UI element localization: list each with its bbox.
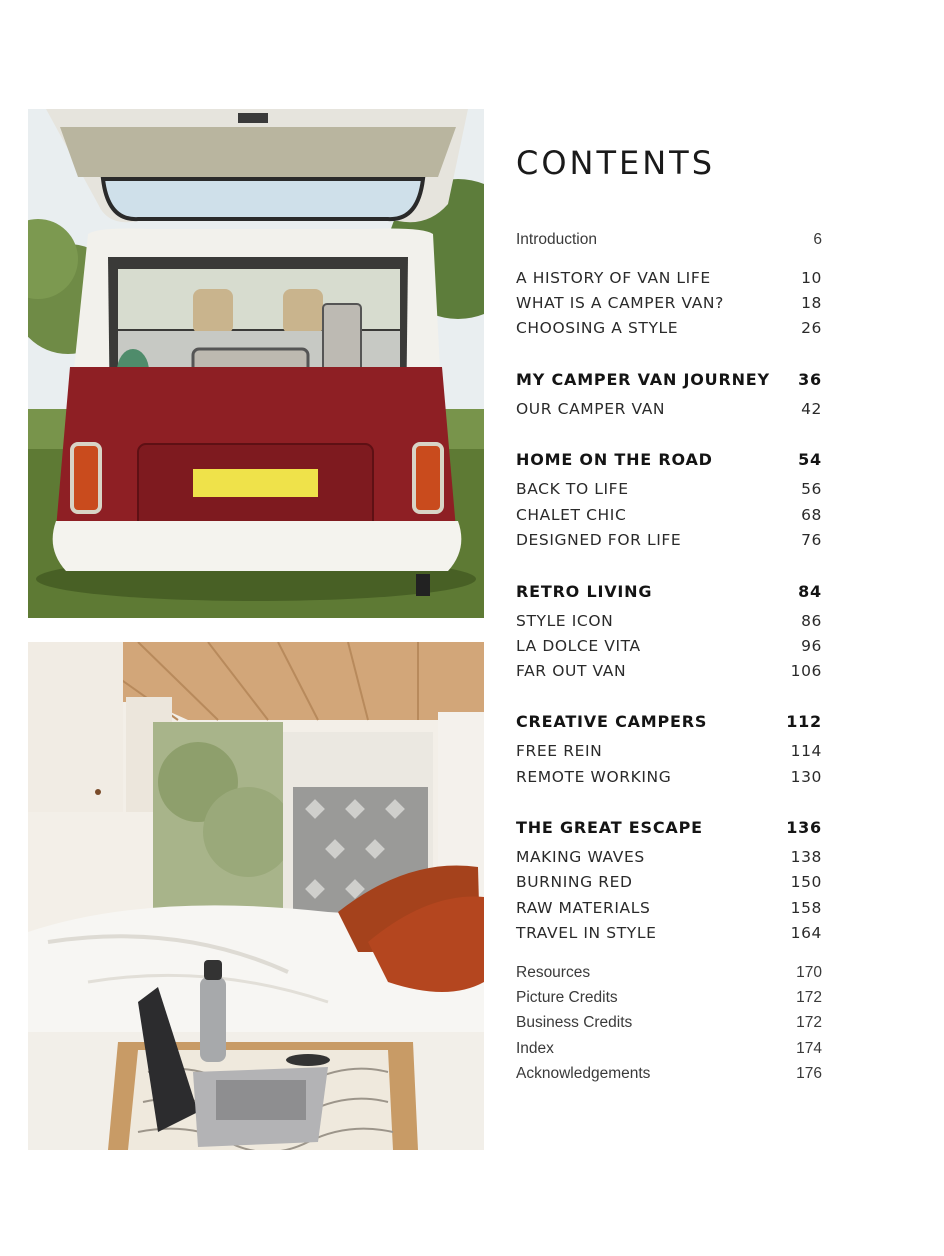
toc-entry-label: Picture Credits [516,989,618,1006]
toc-entry [516,610,822,632]
toc-entry-page: 54 [798,449,822,469]
toc-entry-label: THE GREAT ESCAPE [516,817,703,837]
contents-title: CONTENTS [516,144,716,182]
toc-section-heading [516,816,822,838]
camper-van-interior-photo [28,642,484,1150]
toc-entry-label: Introduction [516,231,597,248]
toc-entry-label: CHOOSING A STYLE [516,319,679,337]
toc-entry-page: 170 [796,964,822,981]
toc-entry-label: BURNING RED [516,873,633,891]
toc-entry-page: 106 [790,662,822,680]
toc-entry-page: 176 [796,1065,822,1082]
toc-entry-page: 172 [796,989,822,1006]
toc-entry-page: 36 [798,369,822,389]
toc-entry-label: Resources [516,964,591,981]
toc-entry-page: 26 [801,319,822,337]
toc-entry-label: A HISTORY OF VAN LIFE [516,269,711,287]
toc-entry [516,478,822,500]
toc-entry-page: 10 [801,269,822,287]
toc-entry-label: MAKING WAVES [516,848,645,866]
toc-entry [516,635,822,657]
toc-entry [516,1063,822,1085]
toc-entry-label: STYLE ICON [516,612,614,630]
van-rear-illustration [28,109,484,618]
toc-entry-page: 130 [790,768,822,786]
camper-van-exterior-photo [28,109,484,618]
toc-entry-page: 136 [786,817,822,837]
toc-entry-label: CHALET CHIC [516,506,627,524]
toc-entry [516,504,822,526]
toc-entry [516,267,822,289]
toc-entry [516,987,822,1009]
toc-entry-page: 96 [801,637,822,655]
toc-entry-page: 86 [801,612,822,630]
toc-entry-page: 174 [796,1040,822,1057]
toc-entry-label: BACK TO LIFE [516,480,629,498]
toc-entry-page: 164 [790,924,822,942]
toc-entry-page: 150 [790,873,822,891]
toc-entry-label: TRAVEL IN STYLE [516,924,657,942]
toc-section-heading [516,710,822,732]
toc-entry-label: OUR CAMPER VAN [516,400,666,418]
toc-entry-page: 42 [801,400,822,418]
toc-entry [516,229,822,251]
toc-entry-label: RAW MATERIALS [516,899,651,917]
toc-entry-label: DESIGNED FOR LIFE [516,531,682,549]
toc-entry-label: WHAT IS A CAMPER VAN? [516,294,724,312]
toc-entry-label: Business Credits [516,1014,633,1031]
toc-entry [516,740,822,762]
toc-entry-page: 56 [801,480,822,498]
toc-section-heading [516,368,822,390]
toc-entry-page: 172 [796,1014,822,1031]
toc-entry [516,846,822,868]
toc-entry-page: 76 [801,531,822,549]
toc-entry-label: CREATIVE CAMPERS [516,711,708,731]
toc-entry [516,317,822,339]
toc-entry-page: 158 [790,899,822,917]
toc-entry-label: Acknowledgements [516,1065,651,1082]
toc-entry [516,897,822,919]
toc-entry [516,292,822,314]
toc-entry-label: FAR OUT VAN [516,662,627,680]
toc-entry-label: MY CAMPER VAN JOURNEY [516,369,770,389]
toc-entry [516,529,822,551]
toc-entry-label: Index [516,1040,554,1057]
toc-entry-label: HOME ON THE ROAD [516,449,713,469]
toc-entry-page: 114 [790,742,822,760]
toc-entry [516,1038,822,1060]
toc-section-heading [516,448,822,470]
toc-entry [516,766,822,788]
van-interior-illustration [28,642,484,1150]
toc-entry [516,922,822,944]
toc-entry-label: LA DOLCE VITA [516,637,641,655]
toc-entry-label: FREE REIN [516,742,603,760]
toc-entry [516,962,822,984]
toc-entry [516,871,822,893]
toc-entry [516,1012,822,1034]
toc-entry-label: REMOTE WORKING [516,768,672,786]
toc-entry-page: 112 [786,711,822,731]
toc-entry-page: 68 [801,506,822,524]
toc-entry-page: 84 [798,581,822,601]
toc-section-heading [516,580,822,602]
toc-entry-page: 6 [813,231,822,248]
toc-entry-label: RETRO LIVING [516,581,653,601]
table-of-contents [516,0,822,1256]
toc-entry [516,398,822,420]
toc-entry [516,660,822,682]
toc-entry-page: 138 [790,848,822,866]
toc-entry-page: 18 [801,294,822,312]
